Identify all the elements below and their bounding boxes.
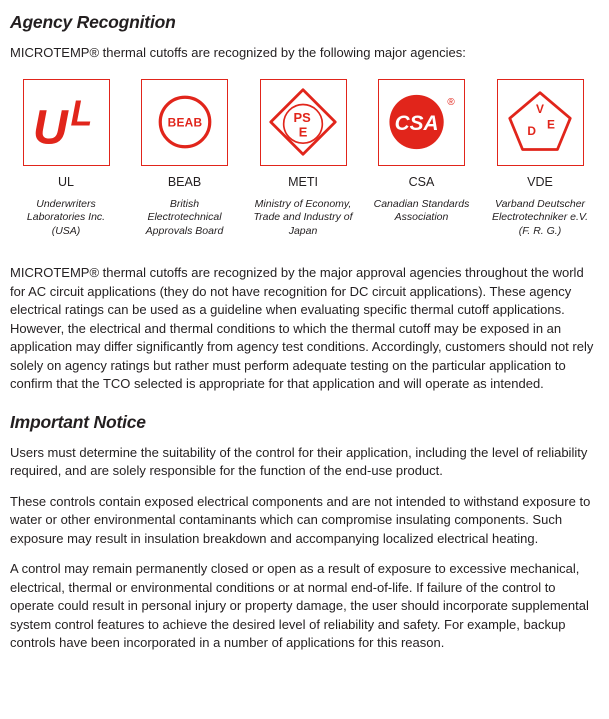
agency-name-meti: Ministry of Economy, Trade and Industry of Japan [253, 197, 353, 237]
vde-mark-icon [505, 89, 575, 155]
agency-card-beab [129, 79, 241, 239]
agency-name-csa: Canadian Standards Association [373, 197, 470, 224]
beab-logo-box [141, 79, 228, 166]
agency-abbr-vde: VDE [527, 174, 553, 189]
notice-paragraph-1: Users must determine the suitability of the control for their application, including the level of reliability required, and are solely responsible for the function of the end-use product. [10, 444, 588, 479]
agency-abbr-meti: METI [288, 174, 318, 189]
svg-text:U: U [32, 100, 68, 151]
agency-card-vde [484, 79, 596, 239]
svg-text:CSA: CSA [394, 112, 439, 136]
svg-text:V: V [536, 101, 544, 116]
beab-mark-icon [152, 89, 218, 155]
ul-logo-box [23, 79, 110, 166]
meti-logo-box [260, 79, 347, 166]
page-title: Agency Recognition [10, 12, 176, 32]
notice-paragraph-3: A control may remain permanently closed or open as a result of exposure to excessive mechanical, electrical, thermal or environmental conditions or at normal end-of-life. If failure of the control to operate could result in personal injury or property damage, the user should incorporate supplemental system control features to achieve the desired level of reliability and safety. For example, backup controls have been incorporated in a number of applications for this reason. [10, 561, 589, 651]
agency-card-meti [247, 79, 359, 239]
notice-paragraph-2: These controls contain exposed electrical components and are not intended to withstand exposure to water or other environmental contaminants which can compromise insulating components. Such exposure may result in insulation breakdown and accompanying localized electrical heating. [10, 493, 591, 546]
agency-name-beab: British Electrotechnical Approvals Board [145, 197, 224, 237]
svg-text:PS: PS [293, 110, 311, 125]
svg-text:D: D [527, 123, 537, 138]
svg-text:BEAB: BEAB [167, 115, 202, 130]
agency-name-vde: Varband Deutscher Electrotechniker e.V. (F. R. G.) [491, 197, 589, 237]
intro-paragraph: MICROTEMP® thermal cutoffs are recognized by the following major agencies: [10, 45, 466, 60]
agency-card-csa [366, 79, 478, 239]
csa-mark-icon [384, 89, 460, 155]
svg-text:E: E [547, 117, 555, 132]
svg-text:E: E [298, 124, 308, 140]
agency-body-paragraph: MICROTEMP® thermal cutoffs are recognized by the major approval agencies throughout the world for AC circuit applications (they do not have recognition for DC circuit applications). These agency electrical ratings can be used as a guideline when evaluating specific thermal cutoff applications. However, the electrical and thermal conditions to which the thermal cutoff may be exposed in an application may differ significantly from agency test conditions. Accordingly, customers should not rely solely on agency ratings but rather must perform adequate testing on the particular application to confirm that the TCO selected is appropriate for that application and will operate as intended. [10, 265, 594, 392]
agency-logo-row [10, 79, 596, 239]
svg-text:®: ® [446, 96, 455, 108]
agency-abbr-beab: BEAB [167, 174, 202, 189]
pse-diamond-icon [268, 87, 338, 157]
csa-logo-box [378, 79, 465, 166]
agency-name-ul: Underwriters Laboratories Inc. (USA) [26, 197, 106, 237]
svg-text:L: L [70, 93, 93, 134]
agency-abbr-csa: CSA [408, 174, 435, 189]
vde-logo-box [497, 79, 584, 166]
agency-abbr-ul: UL [58, 174, 74, 189]
ul-mark-icon [32, 93, 100, 151]
important-notice-title: Important Notice [10, 411, 146, 432]
agency-card-ul [10, 79, 122, 239]
